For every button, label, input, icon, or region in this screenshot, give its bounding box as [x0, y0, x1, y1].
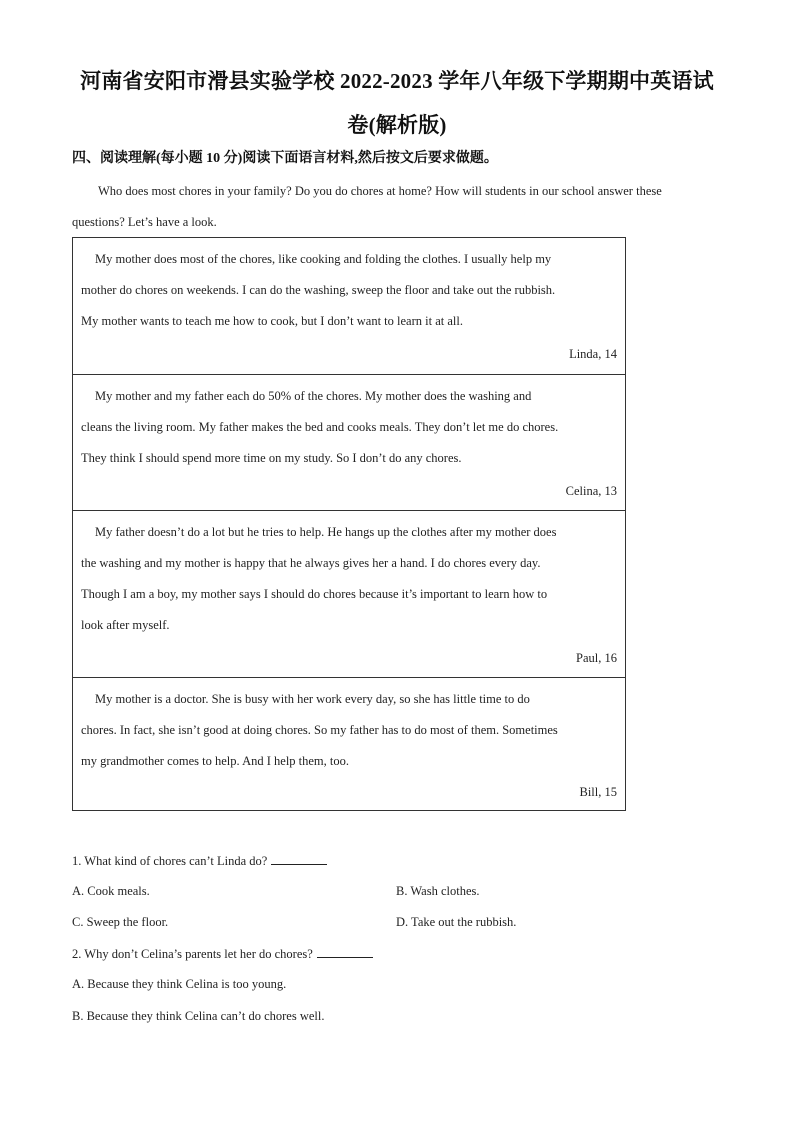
passage-line: They think I should spend more time on my study. So I don’t do any chores.	[81, 451, 462, 465]
passage-bill	[73, 677, 625, 811]
question-text: 1. What kind of chores can’t Linda do?	[72, 854, 268, 868]
section-heading: 四、阅读理解(每小题 10 分)阅读下面语言材料,然后按文后要求做题。	[72, 151, 498, 166]
question-1-option-d: D. Take out the rubbish.	[396, 915, 517, 929]
passage-line: My father doesn’t do a lot but he tries to help. He hangs up the clothes after my mother does	[95, 525, 557, 539]
question-text: 2. Why don’t Celina’s parents let her do chores?	[72, 947, 313, 961]
answer-blank	[317, 945, 373, 958]
document-title-line-2: 卷(解析版)	[347, 113, 447, 137]
question-2-option-a: A. Because they think Celina is too young.	[72, 977, 287, 991]
passage-text	[81, 517, 617, 641]
passage-line: mother do chores on weekends. I can do the washing, sweep the floor and take out the rubbish.	[81, 283, 556, 297]
question-1-option-b: B. Wash clothes.	[396, 884, 480, 898]
passage-line: cleans the living room. My father makes the bed and cooks meals. They don’t let me do chores.	[81, 420, 559, 434]
intro-line-1: Who does most chores in your family? Do you do chores at home? How will students in our school answer these	[98, 184, 662, 198]
passage-celina	[73, 374, 625, 510]
passage-line: look after myself.	[81, 618, 170, 632]
question-1	[72, 852, 327, 869]
passage-text	[81, 684, 617, 777]
question-2	[72, 945, 373, 962]
passage-line: My mother is a doctor. She is busy with her work every day, so she has little time to do	[95, 692, 530, 706]
passage-signature: Bill, 15	[579, 785, 617, 799]
passage-line: chores. In fact, she isn’t good at doing chores. So my father has to do most of them. Sometimes	[81, 723, 558, 737]
passage-signature: Paul, 16	[576, 651, 617, 665]
passage-text	[81, 244, 617, 337]
passage-line: Though I am a boy, my mother says I should do chores because it’s important to learn how to	[81, 587, 548, 601]
question-2-option-b: B. Because they think Celina can’t do chores well.	[72, 1009, 325, 1023]
passage-line: My mother and my father each do 50% of the chores. My mother does the washing and	[95, 389, 532, 403]
passage-signature: Celina, 13	[565, 484, 617, 498]
intro-line-2: questions? Let’s have a look.	[72, 215, 217, 229]
passage-line: my grandmother comes to help. And I help them, too.	[81, 754, 350, 768]
passage-table	[72, 237, 626, 811]
document-title-line-1: 河南省安阳市滑县实验学校 2022-2023 学年八年级下学期期中英语试	[80, 69, 714, 93]
passage-line: the washing and my mother is happy that he always gives her a hand. I do chores every day.	[81, 556, 541, 570]
answer-blank	[271, 852, 327, 865]
passage-text	[81, 381, 617, 474]
passage-line: My mother does most of the chores, like cooking and folding the clothes. I usually help my	[95, 252, 552, 266]
passage-linda	[73, 238, 625, 374]
passage-paul	[73, 510, 625, 677]
question-1-option-a: A. Cook meals.	[72, 884, 150, 898]
passage-signature: Linda, 14	[569, 347, 617, 361]
passage-line: My mother wants to teach me how to cook, but I don’t want to learn it at all.	[81, 314, 463, 328]
question-1-option-c: C. Sweep the floor.	[72, 915, 169, 929]
